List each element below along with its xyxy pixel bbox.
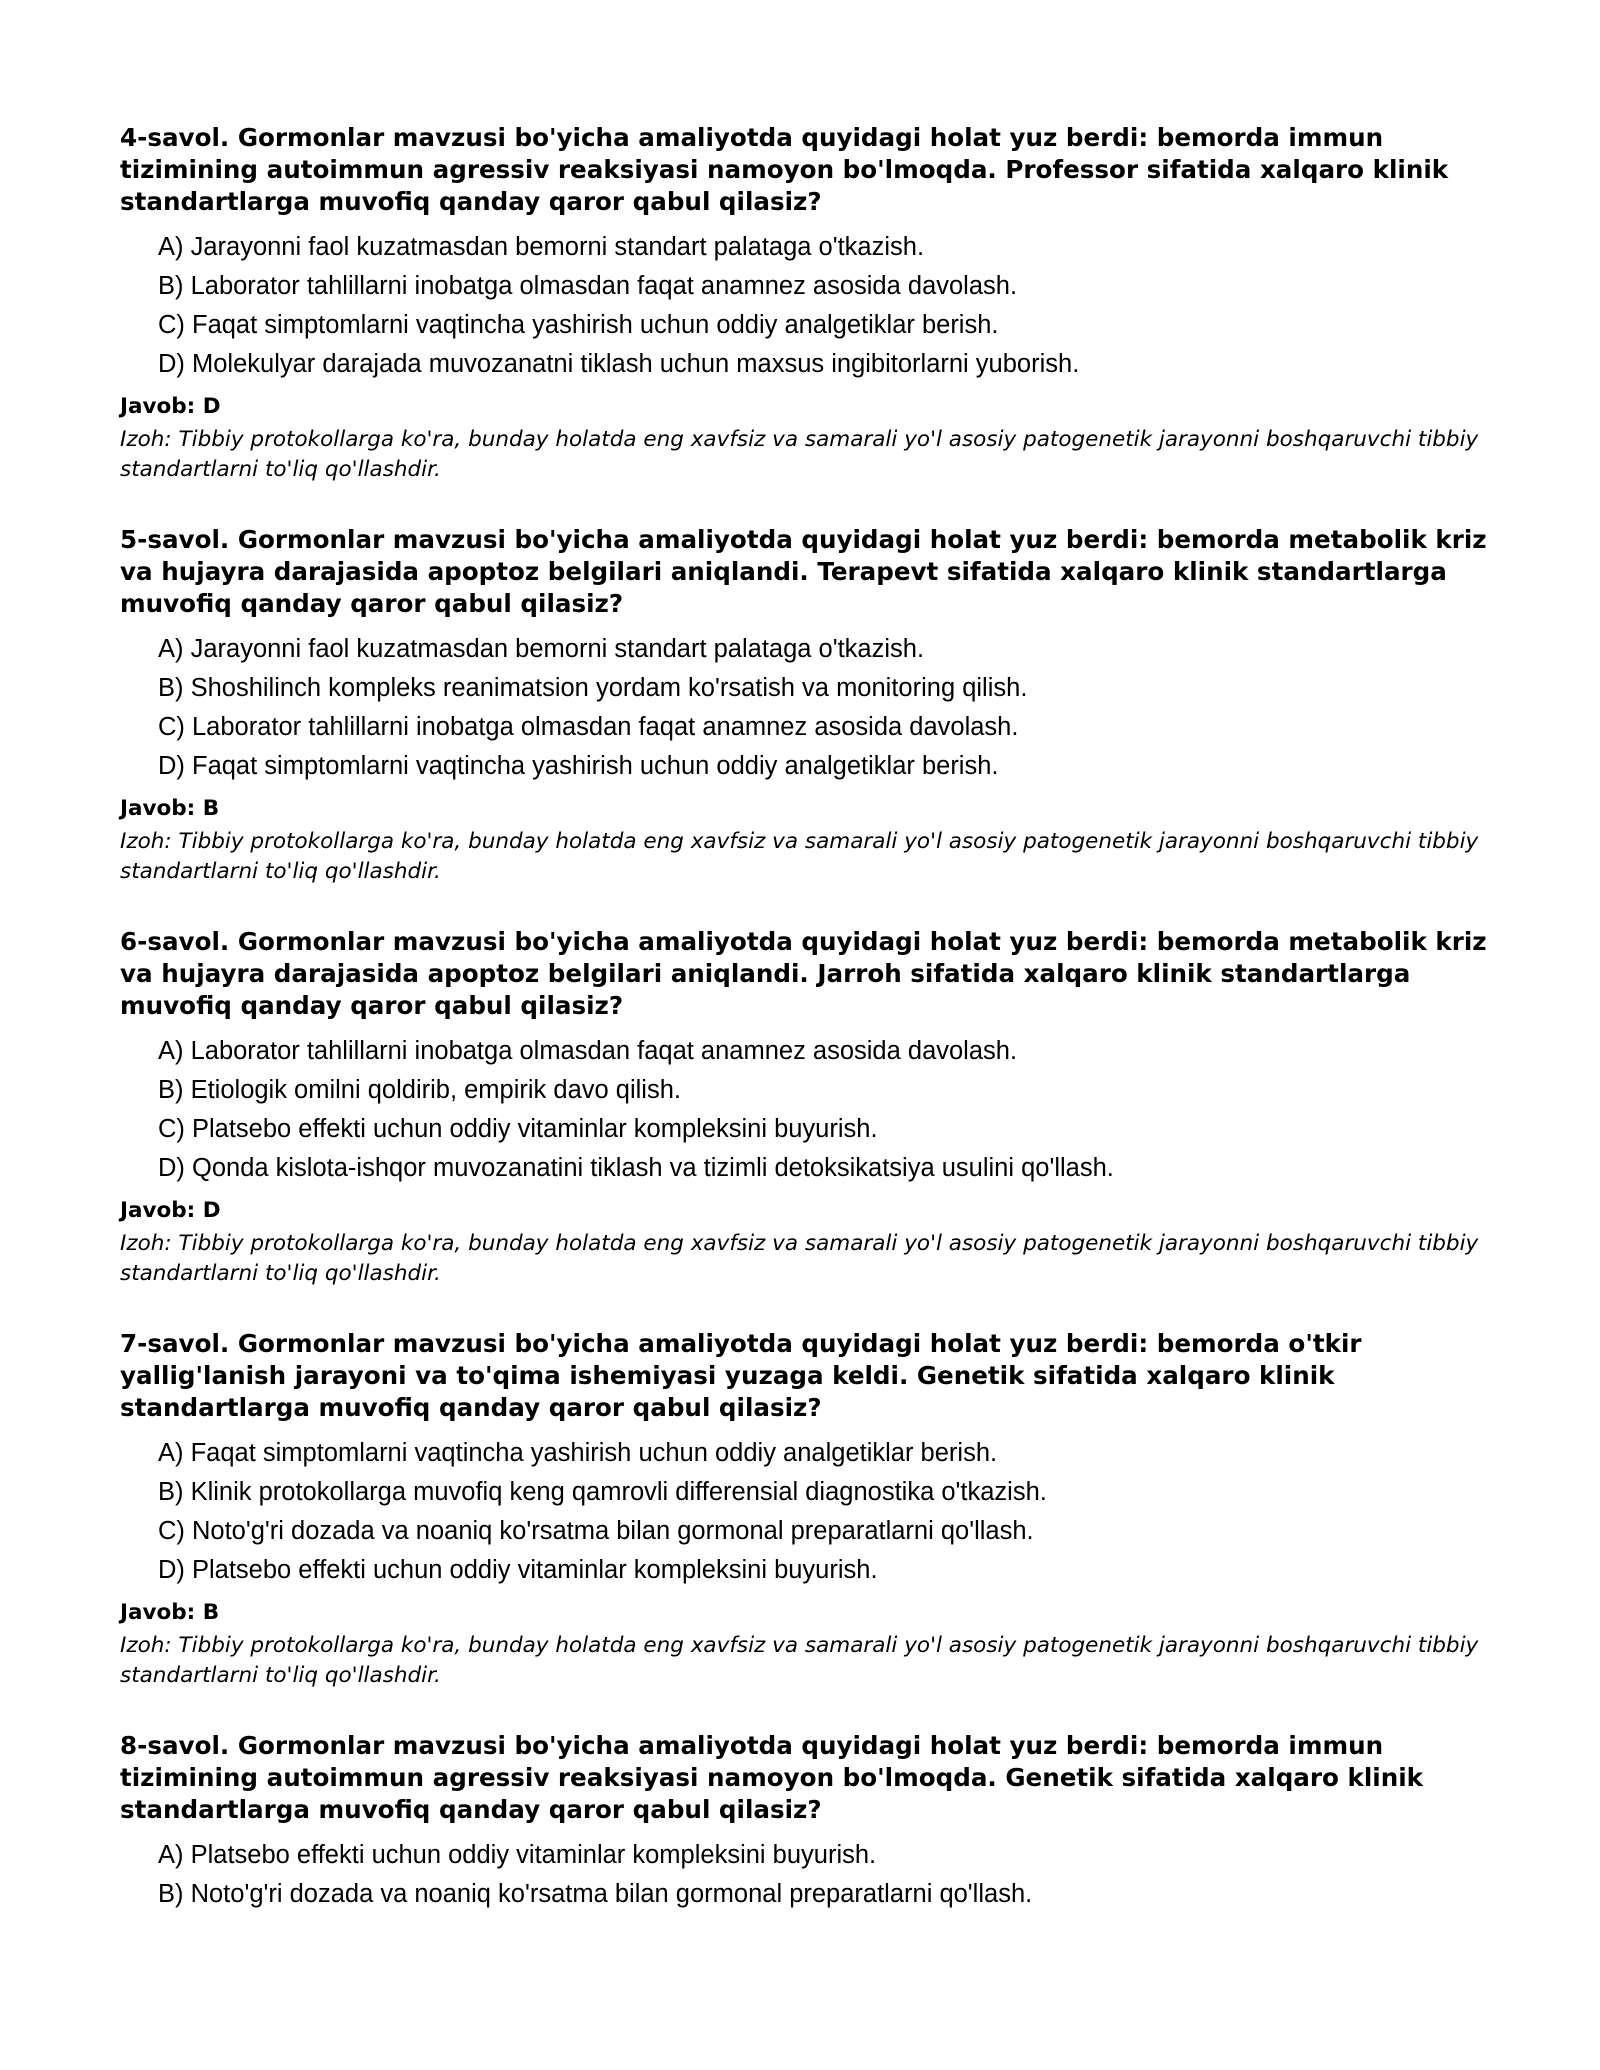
question-block	[120, 524, 1490, 887]
options-list	[120, 630, 1490, 786]
question-block	[120, 1730, 1490, 1914]
explanation-note: Izoh: Tibbiy protokollarga ko'ra, bunday holatda eng xavfsiz va samarali yo'l asosiy patogenetik jarayonni boshqaruvchi tibbiy standartlarni to'liq qo'llashdir.	[120, 829, 1479, 884]
option-d: D) Faqat simptomlarni vaqtincha yashirish uchun oddiy analgetiklar berish.	[158, 752, 999, 780]
question-title: 8-savol. Gormonlar mavzusi bo'yicha amaliyotda quyidagi holat yuz berdi: bemorda immun tizimining autoimmun agressiv reaksiyasi namoyon bo'lmoqda. Genetik sifatida xalqaro klinik standartlarga muvofiq qanday qaror qabul qilasiz?	[120, 1731, 1424, 1824]
explanation-note: Izoh: Tibbiy protokollarga ko'ra, bunday holatda eng xavfsiz va samarali yo'l asosiy patogenetik jarayonni boshqaruvchi tibbiy standartlarni to'liq qo'llashdir.	[120, 1231, 1479, 1286]
answer-label: Javob: D	[120, 1198, 221, 1223]
option-b: B) Klinik protokollarga muvofiq keng qamrovli differensial diagnostika o'tkazish.	[158, 1478, 1047, 1506]
question-block	[120, 1328, 1490, 1691]
option-b: B) Etiologik omilni qoldirib, empirik davo qilish.	[158, 1076, 681, 1104]
options-list	[120, 228, 1490, 384]
question-block	[120, 122, 1490, 485]
option-d: D) Platsebo effekti uchun oddiy vitaminlar kompleksini buyurish.	[158, 1556, 878, 1584]
question-block	[120, 926, 1490, 1289]
option-a: A) Laborator tahlillarni inobatga olmasdan faqat anamnez asosida davolash.	[158, 1037, 1018, 1065]
option-a: A) Jarayonni faol kuzatmasdan bemorni standart palataga o'tkazish.	[158, 635, 925, 663]
explanation-note: Izoh: Tibbiy protokollarga ko'ra, bunday holatda eng xavfsiz va samarali yo'l asosiy patogenetik jarayonni boshqaruvchi tibbiy standartlarni to'liq qo'llashdir.	[120, 427, 1479, 482]
option-d: D) Qonda kislota-ishqor muvozanatini tiklash va tizimli detoksikatsiya usulini qo'llash.	[158, 1154, 1114, 1182]
document-page	[120, 122, 1490, 1953]
answer-label: Javob: B	[120, 1600, 220, 1625]
option-b: B) Laborator tahlillarni inobatga olmasdan faqat anamnez asosida davolash.	[158, 272, 1018, 300]
option-c: C) Laborator tahlillarni inobatga olmasdan faqat anamnez asosida davolash.	[158, 713, 1019, 741]
question-title: 4-savol. Gormonlar mavzusi bo'yicha amaliyotda quyidagi holat yuz berdi: bemorda immun tizimining autoimmun agressiv reaksiyasi namoyon bo'lmoqda. Professor sifatida xalqaro klinik standartlarga muvofiq qanday qaror qabul qilasiz?	[120, 123, 1449, 216]
option-b: B) Shoshilinch kompleks reanimatsion yordam ko'rsatish va monitoring qilish.	[158, 674, 1028, 702]
option-c: C) Noto'g'ri dozada va noaniq ko'rsatma bilan gormonal preparatlarni qo'llash.	[158, 1517, 1034, 1545]
option-a: A) Jarayonni faol kuzatmasdan bemorni standart palataga o'tkazish.	[158, 233, 925, 261]
answer-label: Javob: B	[120, 796, 220, 821]
question-title: 7-savol. Gormonlar mavzusi bo'yicha amaliyotda quyidagi holat yuz berdi: bemorda o'tkir yallig'lanish jarayoni va to'qima ishemiyasi yuzaga keldi. Genetik sifatida xalqaro klinik standartlarga muvofiq qanday qaror qabul qilasiz?	[120, 1329, 1362, 1422]
option-c: C) Faqat simptomlarni vaqtincha yashirish uchun oddiy analgetiklar berish.	[158, 311, 999, 339]
option-c: C) Platsebo effekti uchun oddiy vitaminlar kompleksini buyurish.	[158, 1115, 878, 1143]
answer-label: Javob: D	[120, 394, 221, 419]
options-list	[120, 1836, 1490, 1914]
option-a: A) Faqat simptomlarni vaqtincha yashirish uchun oddiy analgetiklar berish.	[158, 1439, 998, 1467]
options-list	[120, 1032, 1490, 1188]
option-b: B) Noto'g'ri dozada va noaniq ko'rsatma bilan gormonal preparatlarni qo'llash.	[158, 1880, 1033, 1908]
question-title: 6-savol. Gormonlar mavzusi bo'yicha amaliyotda quyidagi holat yuz berdi: bemorda metabolik kriz va hujayra darajasida apoptoz belgilari aniqlandi. Jarroh sifatida xalqaro klinik standartlarga muvofiq qanday qaror qabul qilasiz?	[120, 927, 1487, 1020]
options-list	[120, 1434, 1490, 1590]
option-a: A) Platsebo effekti uchun oddiy vitaminlar kompleksini buyurish.	[158, 1841, 877, 1869]
explanation-note: Izoh: Tibbiy protokollarga ko'ra, bunday holatda eng xavfsiz va samarali yo'l asosiy patogenetik jarayonni boshqaruvchi tibbiy standartlarni to'liq qo'llashdir.	[120, 1633, 1479, 1688]
option-d: D) Molekulyar darajada muvozanatni tiklash uchun maxsus ingibitorlarni yuborish.	[158, 350, 1080, 378]
question-title: 5-savol. Gormonlar mavzusi bo'yicha amaliyotda quyidagi holat yuz berdi: bemorda metabolik kriz va hujayra darajasida apoptoz belgilari aniqlandi. Terapevt sifatida xalqaro klinik standartlarga muvofiq qanday qaror qabul qilasiz?	[120, 525, 1487, 618]
